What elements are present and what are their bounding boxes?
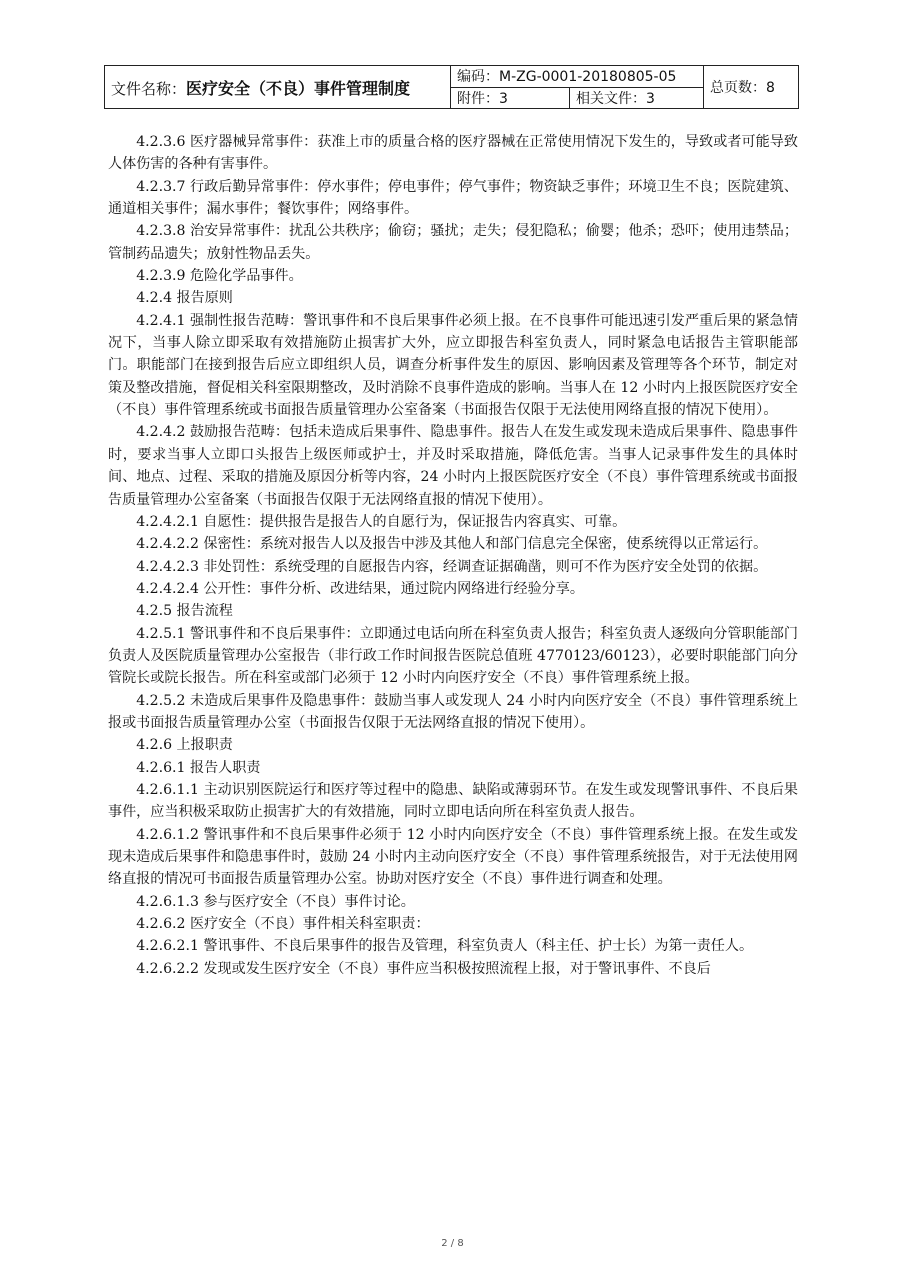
paragraph: 4.2.3.7 行政后勤异常事件：停水事件；停电事件；停气事件；物资缺乏事件；环境卫生不良；医院建筑、通道相关事件；漏水事件；餐饮事件；网络事件。 — [108, 178, 798, 218]
paragraph: 4.2.4.2.4 公开性：事件分析、改进结果，通过院内网络进行经验分享。 — [136, 580, 584, 597]
paragraph: 4.2.4.2.1 自愿性：提供报告是报告人的自愿行为，保证报告内容真实、可靠。 — [136, 513, 627, 530]
document-body — [108, 131, 798, 980]
paragraph: 4.2.6.1.3 参与医疗安全（不良）事件讨论。 — [136, 893, 415, 910]
file-name-cell — [105, 66, 451, 109]
related-files-count: 相关文件：3 — [570, 87, 704, 109]
document-header-table — [104, 65, 799, 109]
paragraph: 4.2.3.8 治安异常事件：扰乱公共秩序；偷窃；骚扰；走失；侵犯隐私；偷婴；他杀；恐吓；使用违禁品；管制药品遗失；放射性物品丢失。 — [108, 223, 798, 262]
paragraph: 4.2.3.9 危险化学品事件。 — [136, 268, 303, 285]
total-pages: 总页数：8 — [704, 66, 799, 109]
document-code: 编码：M-ZG-0001-20180805-05 — [451, 66, 704, 88]
paragraph: 4.2.6.2.1 警讯事件、不良后果事件的报告及管理，科室负责人（科主任、护士长）为第一责任人。 — [136, 938, 754, 955]
paragraph: 4.2.4.2.3 非处罚性：系统受理的自愿报告内容，经调查证据确凿，则可不作为医疗安全处罚的依据。 — [136, 558, 768, 575]
paragraph: 4.2.6.1.2 警讯事件和不良后果事件必须于 12 小时内向医疗安全（不良）事件管理系统上报。在发生或发现未造成后果事件和隐患事件时，鼓励 24 小时内主动向医疗安全（不良）事件管理系统报告，对于无法使用网络直报的情况可书面报告质量管理办公室。协助对医疗安全（不良）事件进行调查和处理。 — [108, 826, 798, 888]
file-name-value: 医疗安全（不良）事件管理制度 — [186, 78, 411, 98]
section-heading: 4.2.6.1 报告人职责 — [136, 759, 261, 776]
paragraph: 4.2.6.2.2 发现或发生医疗安全（不良）事件应当积极按照流程上报，对于警讯事件、不良后 — [136, 960, 711, 977]
section-heading: 4.2.5 报告流程 — [136, 603, 233, 620]
file-name-label: 文件名称： — [111, 79, 187, 98]
paragraph: 4.2.4.1 强制性报告范畴：警讯事件和不良后果事件必须上报。在不良事件可能迅速引发严重后果的紧急情况下，当事人除立即采取有效措施防止损害扩大外，应立即报告科室负责人，同时紧急电话报告主管职能部门。职能部门在接到报告后应立即组织人员，调查分析事件发生的原因、影响因素及管理等各个环节，制定对策及整改措施，督促相关科室限期整改，及时消除不良事件造成的影响。当事人在 12 小时内上报医院医疗安全（不良）事件管理系统或书面报告质量管理办公室备案（书面报告仅限于无法使用网络直报的情况下使用）。 — [108, 312, 798, 419]
paragraph: 4.2.5.1 警讯事件和不良后果事件：立即通过电话向所在科室负责人报告；科室负责人逐级向分管职能部门负责人及医院质量管理办公室报告（非行政工作时间报告医院总值班 4770123/60123），必要时职能部门向分管院长或院长报告。所在科室或部门必须于 12 小时内向医疗安全（不良）事件管理系统上报。 — [108, 625, 798, 687]
paragraph: 4.2.3.6 医疗器械异常事件：获准上市的质量合格的医疗器械在正常使用情况下发生的，导致或者可能导致人体伤害的各种有害事件。 — [108, 134, 798, 173]
paragraph: 4.2.5.2 未造成后果事件及隐患事件：鼓励当事人或发现人 24 小时内向医疗安全（不良）事件管理系统上报或书面报告质量管理办公室（书面报告仅限于无法网络直报的情况下使用）。 — [108, 692, 798, 731]
paragraph: 4.2.6.1.1 主动识别医院运行和医疗等过程中的隐患、缺陷或薄弱环节。在发生或发现警讯事件、不良后果事件，应当积极采取防止损害扩大的有效措施，同时立即电话向所在科室负责人报告。 — [108, 781, 798, 821]
section-heading: 4.2.6 上报职责 — [136, 737, 233, 754]
section-heading: 4.2.6.2 医疗安全（不良）事件相关科室职责： — [136, 916, 430, 933]
paragraph: 4.2.4.2 鼓励报告范畴：包括未造成后果事件、隐患事件。报告人在发生或发现未造成后果事件、隐患事件时，要求当事人立即口头报告上级医师或护士，并及时采取措施，降低危害。当事人记录事件发生的具体时间、地点、过程、采取的措施及原因分析等内容，24 小时内上报医院医疗安全（不良）事件管理系统或书面报告质量管理办公室备案（书面报告仅限于无法网络直报的情况下使用）。 — [108, 424, 798, 508]
paragraph: 4.2.4.2.2 保密性：系统对报告人以及报告中涉及其他人和部门信息完全保密，使系统得以正常运行。 — [136, 536, 768, 553]
attachment-count: 附件：3 — [451, 87, 570, 109]
section-heading: 4.2.4 报告原则 — [136, 290, 233, 307]
page-number: 2 / 8 — [441, 1238, 464, 1249]
